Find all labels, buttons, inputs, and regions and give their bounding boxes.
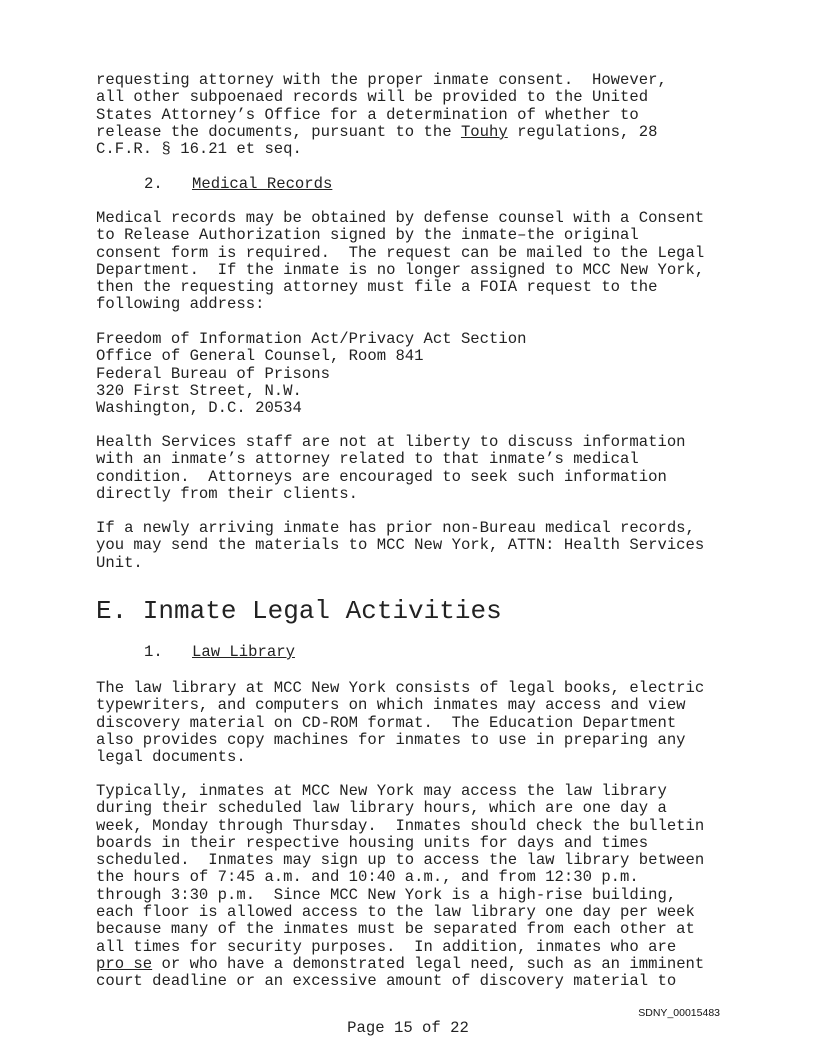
text-line: [96, 124, 736, 141]
text-line: Department. If the inmate is no longer assigned to MCC New York,: [96, 260, 705, 279]
touhy-underlined: Touhy: [460, 122, 508, 141]
pro-se-underlined: pro se: [96, 954, 153, 973]
page-number: Page 15 of 22: [347, 1019, 469, 1037]
paragraph-medical-records: [96, 210, 736, 314]
text-line: Typically, inmates at MCC New York may access the law library: [96, 782, 667, 800]
text-line: Unit.: [96, 553, 143, 572]
text-line: condition. Attorneys are encouraged to seek such information: [96, 467, 667, 486]
text-line: court deadline or an excessive amount of discovery material to: [96, 972, 677, 991]
text-line: States Attorney’s Office for a determination of whether to: [96, 105, 639, 124]
subheading-title: Medical Records: [192, 175, 333, 193]
text-line: directly from their clients.: [96, 484, 359, 503]
text-line: through 3:30 p.m. Since MCC New York is a high-rise building,: [96, 885, 677, 904]
text-line: also provides copy machines for inmates to use in preparing any: [96, 730, 686, 749]
paragraph-subpoenaed-records: [96, 72, 736, 158]
text-line: following address:: [96, 295, 265, 314]
text-run: regulations, 28: [507, 122, 658, 141]
text-line: all times for security purposes. In addition, inmates who are: [96, 937, 677, 956]
foia-address: [96, 331, 736, 417]
subheading-number: 2.: [144, 175, 163, 193]
text-line: to Release Authorization signed by the inmate–the original: [96, 226, 639, 245]
address-line: Office of General Counsel, Room 841: [96, 347, 424, 366]
text-line: each floor is allowed access to the law library one day per week: [96, 903, 695, 922]
text-line: then the requesting attorney must file a FOIA request to the: [96, 278, 658, 297]
section-heading-inmate-legal-activities: E. Inmate Legal Activities: [96, 596, 502, 626]
text-line: you may send the materials to MCC New York, ATTN: Health Services: [96, 536, 705, 555]
text-line: Medical records may be obtained by defense counsel with a Consent: [96, 209, 705, 227]
address-line: Washington, D.C. 20534: [96, 399, 302, 418]
paragraph-newly-arriving: [96, 520, 736, 572]
text-line: the hours of 7:45 a.m. and 10:40 a.m., and from 12:30 p.m.: [96, 868, 639, 887]
subheading-law-library: [144, 644, 295, 661]
text-line: with an inmate’s attorney related to that inmate’s medical: [96, 450, 639, 469]
subheading-medical-records: [144, 176, 332, 193]
subheading-number: 1.: [144, 643, 163, 661]
text-line: discovery material on CD-ROM format. The Education Department: [96, 713, 677, 732]
text-line: C.F.R. § 16.21 et seq.: [96, 140, 302, 159]
text-run: or who have a demonstrated legal need, such as an imminent: [152, 954, 705, 973]
text-line: If a newly arriving inmate has prior non-Bureau medical records,: [96, 519, 695, 537]
address-line: Freedom of Information Act/Privacy Act Section: [96, 330, 527, 348]
text-line: legal documents.: [96, 748, 246, 767]
address-line: Federal Bureau of Prisons: [96, 364, 330, 383]
text-run: release the documents, pursuant to the: [96, 122, 461, 141]
text-line: [96, 956, 736, 973]
text-line: because many of the inmates must be separated from each other at: [96, 920, 695, 939]
paragraph-health-services: [96, 434, 736, 503]
text-line: The law library at MCC New York consists of legal books, electric: [96, 679, 705, 697]
address-line: 320 First Street, N.W.: [96, 381, 302, 400]
text-line: scheduled. Inmates may sign up to access the law library between: [96, 851, 705, 870]
text-line: Health Services staff are not at liberty to discuss information: [96, 433, 686, 451]
text-line: all other subpoenaed records will be provided to the United: [96, 88, 649, 107]
subheading-title: Law Library: [192, 643, 295, 661]
paragraph-library-access: [96, 783, 736, 991]
text-line: week, Monday through Thursday. Inmates should check the bulletin: [96, 816, 705, 835]
paragraph-law-library: [96, 680, 736, 766]
text-line: typewriters, and computers on which inmates may access and view: [96, 696, 686, 715]
text-line: during their scheduled law library hours, which are one day a: [96, 799, 667, 818]
text-line: boards in their respective housing units for days and times: [96, 833, 649, 852]
text-line: requesting attorney with the proper inmate consent. However,: [96, 71, 667, 89]
bates-number: SDNY_00015483: [638, 1007, 720, 1019]
text-line: consent form is required. The request can be mailed to the Legal: [96, 243, 705, 262]
